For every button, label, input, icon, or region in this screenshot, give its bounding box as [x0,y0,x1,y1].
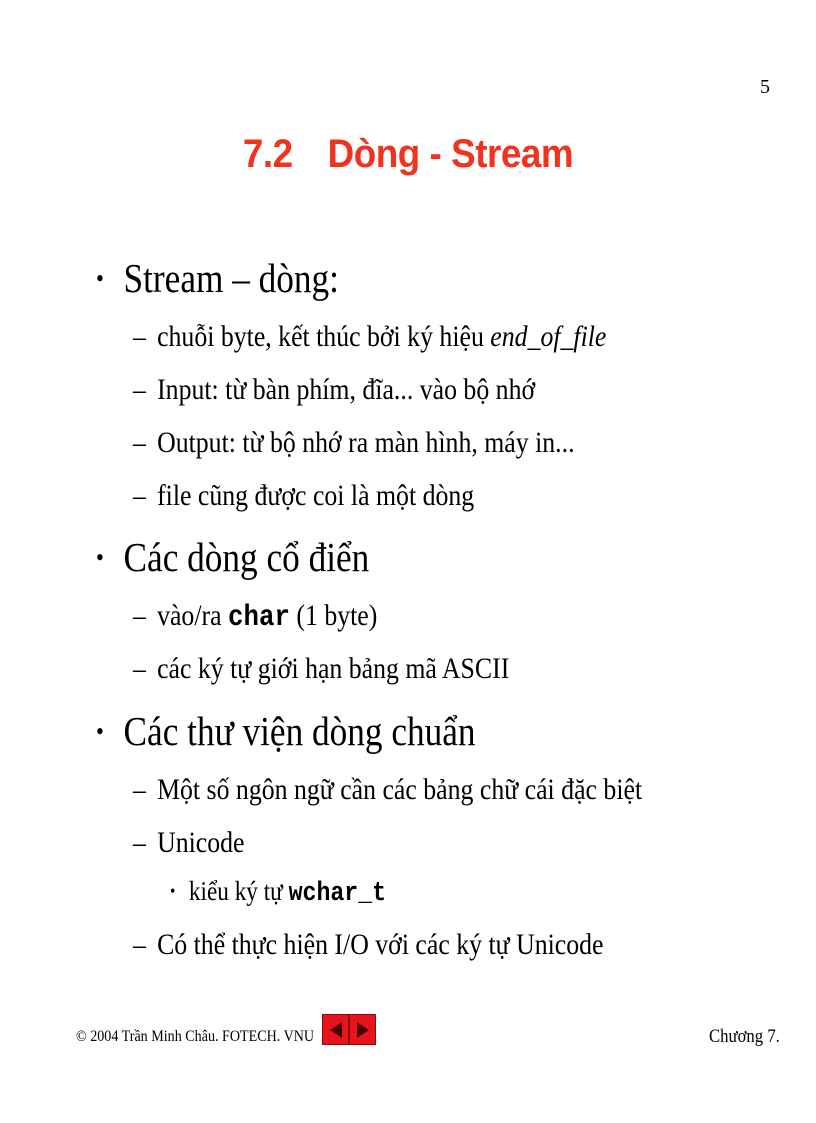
dash-icon: – [133,652,146,685]
bullet-stream [96,254,339,302]
bullet-classic-streams [96,533,369,581]
dash-icon: – [133,426,146,459]
sub-bullet [133,652,509,686]
title-text: Dòng - Stream [327,132,574,176]
sub-sub-bullet [170,876,386,909]
code-char: char [228,601,290,635]
sub-bullet-text: Unicode [157,826,245,859]
sub-bullet-text: các ký tự giới hạn bảng mã ASCII [157,652,510,685]
page-number: 5 [760,76,770,98]
sub-bullet [133,320,606,354]
sub-bullet [133,773,642,807]
title-number: 7.2 [242,132,293,176]
previous-slide-button[interactable] [322,1014,349,1045]
bullet-heading: Các dòng cổ điển [123,534,370,580]
sub-bullet [133,599,377,635]
end-of-file-term: end_of_file [490,320,607,353]
dash-icon: – [133,928,146,961]
sub-bullet-text: chuỗi byte, kết thúc bởi ký hiệu [157,320,491,353]
code-wchar-t: wchar_t [288,879,387,909]
sub-bullet [133,826,244,860]
dash-icon: – [133,826,146,859]
sub-bullet-text: vào/ra [157,599,229,632]
sub-bullet [133,928,604,962]
bullet-icon: • [96,542,104,572]
next-slide-button[interactable] [349,1014,376,1045]
dash-icon: – [133,320,146,353]
bullet-icon: • [170,881,176,901]
sub-bullet-text: (1 byte) [289,599,378,632]
triangle-right-icon [355,1020,371,1040]
bullet-icon: • [96,716,104,746]
sub-bullet-text: Có thể thực hiện I/O với các ký tự Unicode [157,928,604,961]
bullet-icon: • [96,263,104,293]
sub-bullet-text: Output: từ bộ nhớ ra màn hình, máy in... [157,426,575,459]
bullet-standard-libraries [96,707,476,755]
sub-bullet-text: Input: từ bàn phím, đĩa... vào bộ nhớ [157,373,536,406]
dash-icon: – [133,373,146,406]
sub-bullet [133,479,474,513]
sub-bullet [133,373,535,407]
bullet-heading: Stream – dòng: [123,255,339,301]
sub-bullet-text: Một số ngôn ngữ cần các bảng chữ cái đặc biệt [157,773,643,806]
bullet-heading: Các thư viện dòng chuẩn [123,708,476,754]
dash-icon: – [133,773,146,806]
footer-chapter: Chương 7. [709,1026,780,1047]
sub-sub-bullet-text: kiểu ký tự [188,876,289,906]
dash-icon: – [133,599,146,632]
triangle-left-icon [328,1020,344,1040]
sub-bullet-text: file cũng được coi là một dòng [157,479,475,512]
slide-navigation [322,1014,376,1045]
sub-bullet [133,426,575,460]
dash-icon: – [133,479,146,512]
footer-copyright: © 2004 Trần Minh Châu. FOTECH. VNU [76,1028,315,1045]
